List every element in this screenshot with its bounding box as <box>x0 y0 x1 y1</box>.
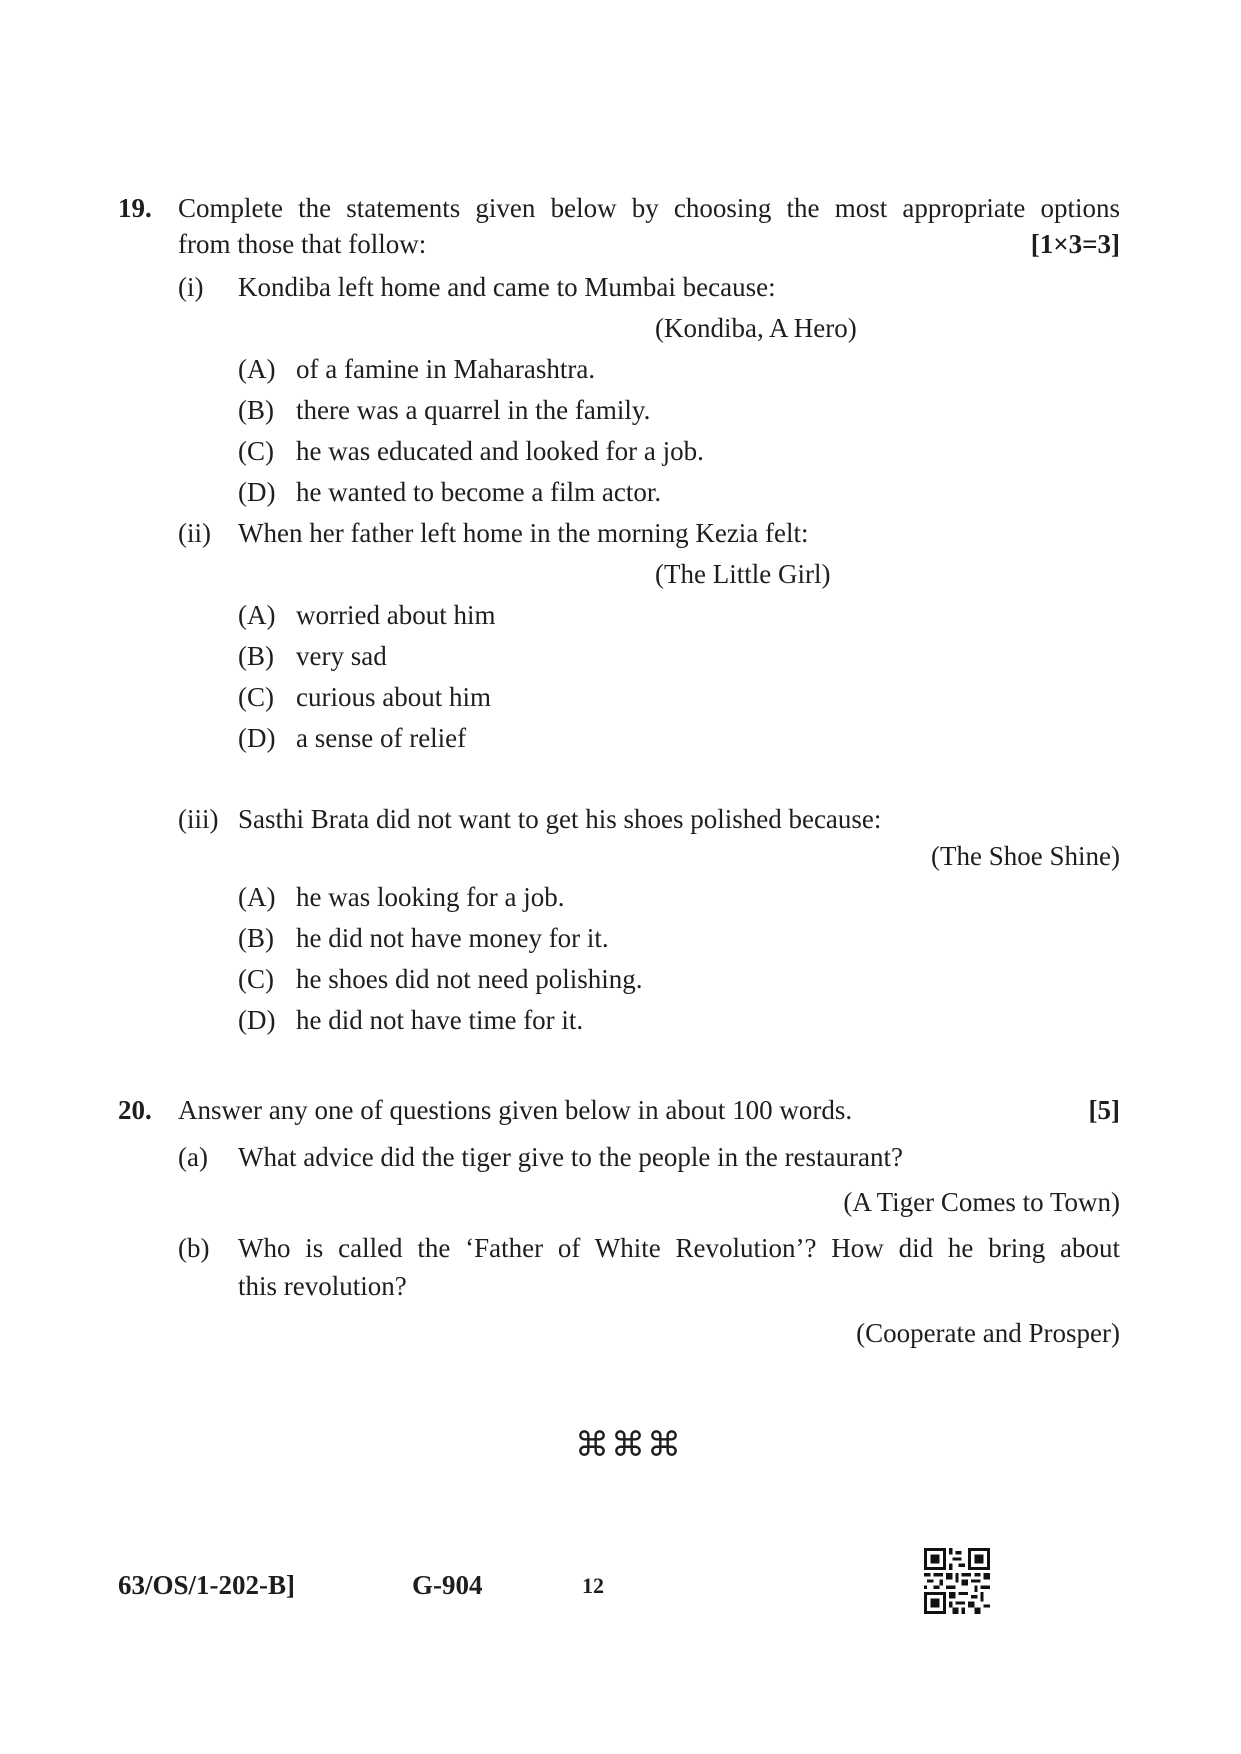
q20-number: 20. <box>118 1095 152 1125</box>
q19-part-iii-label: (iii) <box>178 804 219 834</box>
qr-code-icon <box>924 1548 990 1614</box>
q19-part-iii-option-a-letter: (A) <box>238 882 276 912</box>
q19-marks: [1×3=3] <box>1030 229 1120 259</box>
footer-paper-code: 63/OS/1-202-B] <box>118 1570 296 1600</box>
q19-part-ii-option-b-letter: (B) <box>238 641 274 671</box>
q19-part-ii-option-c-text: curious about him <box>296 682 491 712</box>
footer-page-number: 12 <box>582 1573 604 1598</box>
q19-part-i-option-c-letter: (C) <box>238 436 274 466</box>
q20-part-a-source: (A Tiger Comes to Town) <box>843 1187 1120 1217</box>
q19-part-iii-option-b-text: he did not have money for it. <box>296 923 609 953</box>
q20-part-a-label: (a) <box>178 1142 208 1172</box>
q20-part-b-question-line1: Who is called the ‘Father of White Revolution’? How did he bring about <box>238 1233 1120 1263</box>
q20-marks: [5] <box>1088 1095 1120 1125</box>
q19-stem-line1: Complete the statements given below by choosing the most appropriate options <box>178 193 1120 223</box>
q20-part-a-question: What advice did the tiger give to the people in the restaurant? <box>238 1142 903 1172</box>
q20-stem: Answer any one of questions given below in about 100 words. <box>178 1095 853 1125</box>
q19-part-iii-option-b-letter: (B) <box>238 923 274 953</box>
q19-part-i-option-d-text: he wanted to become a film actor. <box>296 477 662 507</box>
q19-part-iii-option-a-text: he was looking for a job. <box>296 882 565 912</box>
q19-part-i-label: (i) <box>178 272 204 302</box>
q19-part-ii-question: When her father left home in the morning Kezia felt: <box>238 518 809 548</box>
q19-part-i-option-b-text: there was a quarrel in the family. <box>296 395 651 425</box>
q20-part-b-question-line2: this revolution? <box>238 1271 407 1301</box>
q19-part-i-option-c-text: he was educated and looked for a job. <box>296 436 704 466</box>
q20-part-b-label: (b) <box>178 1233 210 1263</box>
q19-part-iii-option-d-text: he did not have time for it. <box>296 1005 584 1035</box>
q19-part-ii-label: (ii) <box>178 518 211 548</box>
q19-part-ii-option-d-letter: (D) <box>238 723 276 753</box>
q19-part-ii-option-d-text: a sense of relief <box>296 723 467 753</box>
q19-part-ii-option-a-text: worried about him <box>296 600 496 630</box>
q19-stem-line2: from those that follow: <box>178 229 427 259</box>
q19-part-iii-option-d-letter: (D) <box>238 1005 276 1035</box>
q19-part-i-question: Kondiba left home and came to Mumbai because: <box>238 272 776 302</box>
q19-part-i-option-a-letter: (A) <box>238 354 276 384</box>
q19-part-i-option-a-text: of a famine in Maharashtra. <box>296 354 596 384</box>
q19-number: 19. <box>118 193 152 223</box>
q19-part-ii-option-a-letter: (A) <box>238 600 276 630</box>
q19-part-i-source: (Kondiba, A Hero) <box>655 313 857 343</box>
q19-part-iii-option-c-letter: (C) <box>238 964 274 994</box>
footer-series-code: G-904 <box>412 1570 483 1600</box>
q19-part-ii-option-b-text: very sad <box>296 641 387 671</box>
q19-part-i-option-b-letter: (B) <box>238 395 274 425</box>
q19-part-iii-option-c-text: he shoes did not need polishing. <box>296 964 643 994</box>
q19-part-i-option-d-letter: (D) <box>238 477 276 507</box>
q19-part-ii-source: (The Little Girl) <box>655 559 831 589</box>
q20-part-b-source: (Cooperate and Prosper) <box>856 1318 1120 1348</box>
q19-part-iii-question: Sasthi Brata did not want to get his shoes polished because: <box>238 804 882 834</box>
end-of-paper-mark: ⌘⌘⌘ <box>575 1427 683 1464</box>
q19-part-ii-option-c-letter: (C) <box>238 682 274 712</box>
q19-part-iii-source: (The Shoe Shine) <box>931 841 1120 871</box>
